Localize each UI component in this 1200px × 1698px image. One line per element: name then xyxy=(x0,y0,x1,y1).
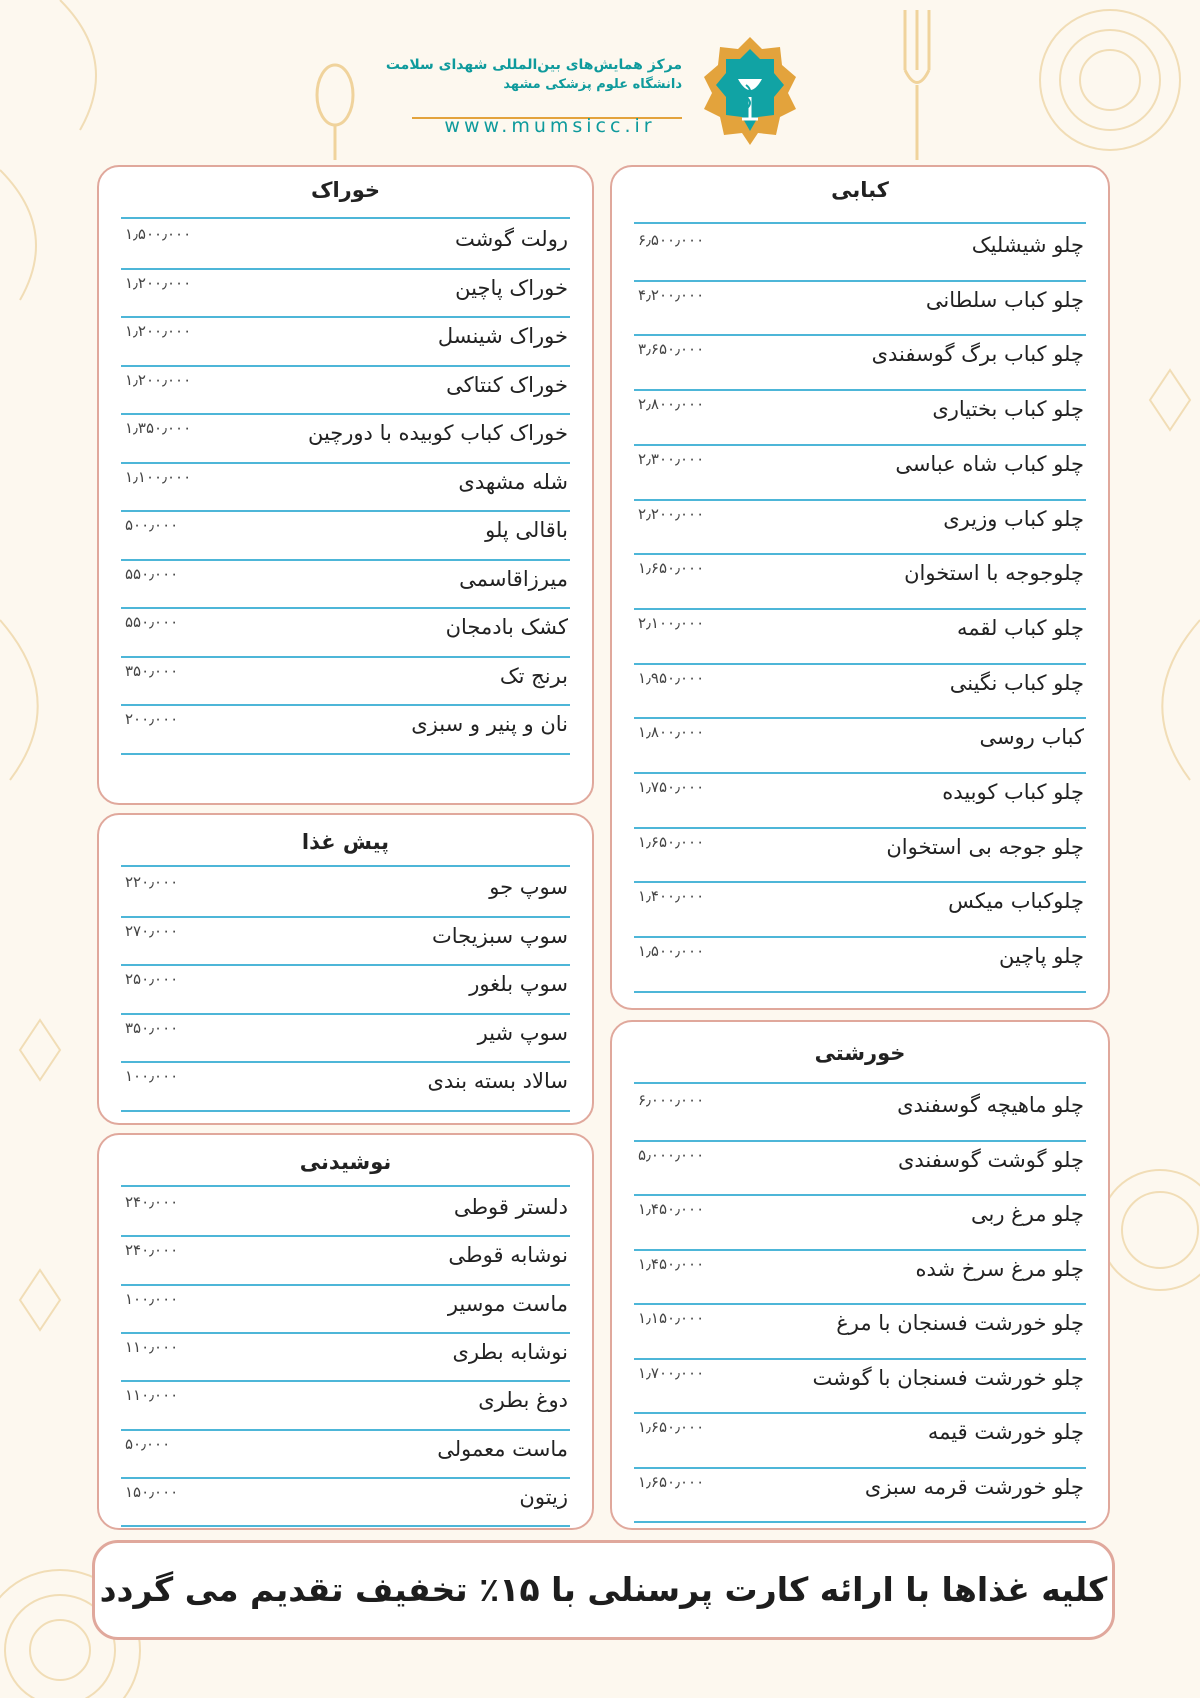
menu-item-name: چلو کباب شاه عباسی xyxy=(895,451,1084,476)
menu-item xyxy=(121,219,570,267)
menu-item-price: ۳٫۶۵۰٫۰۰۰ xyxy=(638,340,705,359)
menu-item-price: ۲٫۸۰۰٫۰۰۰ xyxy=(638,395,705,414)
menu-item xyxy=(634,1358,1086,1406)
menu-item-price: ۱٫۵۰۰٫۰۰۰ xyxy=(125,225,192,243)
menu-section-kababi xyxy=(610,165,1110,1010)
menu-item-name: نان و پنیر و سبزی xyxy=(411,712,568,736)
menu-item-price: ۵٫۰۰۰٫۰۰۰ xyxy=(638,1145,705,1164)
org-name-line2: دانشگاه علوم پزشکی مشهد xyxy=(503,77,682,92)
menu-item-name: سوپ جو xyxy=(489,875,568,899)
menu-item-price: ۱٫۷۵۰٫۰۰۰ xyxy=(638,778,705,796)
menu-section-khoreshti xyxy=(610,1020,1110,1530)
menu-item-name: چلو خورشت قیمه xyxy=(927,1420,1084,1444)
menu-item-price: ۱٫۷۰۰٫۰۰۰ xyxy=(638,1363,705,1382)
menu-item-name: چلو کباب کوبیده xyxy=(942,780,1084,804)
menu-item xyxy=(634,1467,1086,1515)
menu-item xyxy=(121,1284,570,1332)
divider xyxy=(634,1082,1086,1084)
menu-item-price: ۵۰٫۰۰۰ xyxy=(125,1434,171,1453)
divider xyxy=(121,753,570,755)
divider xyxy=(634,1521,1086,1523)
menu-item-price: ۱٫۲۰۰٫۰۰۰ xyxy=(125,273,192,292)
menu-item-price: ۱٫۴۵۰٫۰۰۰ xyxy=(638,1200,705,1218)
menu-item-name: سالاد بسته بندی xyxy=(427,1069,568,1093)
menu-item-name: دوغ بطری xyxy=(478,1388,568,1413)
menu-item-price: ۱٫۶۵۰٫۰۰۰ xyxy=(638,1418,705,1436)
menu-item-price: ۱٫۴۵۰٫۰۰۰ xyxy=(638,1254,705,1273)
menu-item xyxy=(121,462,570,510)
menu-item xyxy=(634,334,1086,382)
menu-item-name: برنج تک xyxy=(499,663,568,688)
menu-item xyxy=(121,656,570,704)
menu-item-price: ۳۵۰٫۰۰۰ xyxy=(125,1018,179,1037)
menu-item xyxy=(634,827,1086,875)
org-name-line1: مرکز همایش‌های بین‌المللی شهدای سلامت xyxy=(385,57,682,73)
menu-section-pishghaza xyxy=(97,813,594,1125)
menu-item-name: چلو ماهیچه گوسفندی xyxy=(897,1093,1084,1117)
menu-item xyxy=(634,717,1086,765)
menu-item-price: ۶٫۵۰۰٫۰۰۰ xyxy=(638,231,705,249)
menu-item xyxy=(121,1235,570,1283)
menu-item xyxy=(634,499,1086,547)
menu-item-price: ۱۱۰٫۰۰۰ xyxy=(125,1386,179,1405)
menu-item-price: ۲٫۳۰۰٫۰۰۰ xyxy=(638,449,705,468)
menu-item-name: نوشابه قوطی xyxy=(448,1243,568,1268)
menu-item-name: چلو جوجه بی استخوان xyxy=(886,834,1084,859)
menu-item xyxy=(121,867,570,915)
menu-item xyxy=(634,1085,1086,1133)
menu-item-name: چلوجوجه با استخوان xyxy=(904,561,1084,586)
section-title: خوراک xyxy=(310,178,381,202)
university-emblem-icon xyxy=(700,35,800,147)
menu-item xyxy=(634,280,1086,328)
menu-item-price: ۶٫۰۰۰٫۰۰۰ xyxy=(638,1091,705,1109)
menu-item xyxy=(634,663,1086,711)
menu-item-price: ۱۵۰٫۰۰۰ xyxy=(125,1482,179,1501)
menu-item-price: ۱٫۱۵۰٫۰۰۰ xyxy=(638,1309,705,1327)
menu-item xyxy=(121,1013,570,1061)
divider xyxy=(121,1525,570,1527)
menu-item xyxy=(634,772,1086,820)
menu-item-price: ۱٫۸۰۰٫۰۰۰ xyxy=(638,723,705,742)
menu-item-price: ۱٫۶۵۰٫۰۰۰ xyxy=(638,832,705,851)
menu-item-name: ماست معمولی xyxy=(437,1436,568,1461)
menu-item xyxy=(121,413,570,461)
menu-item-price: ۲٫۲۰۰٫۰۰۰ xyxy=(638,504,705,523)
discount-banner xyxy=(92,1540,1115,1640)
discount-text: کلیه غذاها با ارائه کارت پرسنلی با ۱۵٪ تخفیف تقدیم می گردد xyxy=(99,1570,1108,1609)
menu-item-price: ۲۴۰٫۰۰۰ xyxy=(125,1241,179,1260)
menu-item xyxy=(634,444,1086,492)
menu-item xyxy=(634,1194,1086,1242)
menu-item-name: چلو مرغ ربی xyxy=(971,1202,1084,1226)
menu-item-price: ۱٫۳۵۰٫۰۰۰ xyxy=(125,419,192,437)
menu-item-name: باقالی پلو xyxy=(485,518,568,542)
menu-item-name: خوراک پاچین xyxy=(455,275,568,300)
menu-item-price: ۴٫۲۰۰٫۰۰۰ xyxy=(638,285,705,304)
menu-item-price: ۱٫۴۰۰٫۰۰۰ xyxy=(638,887,705,906)
menu-item-price: ۱۰۰٫۰۰۰ xyxy=(125,1067,179,1085)
website-link[interactable]: www.mumsicc.ir xyxy=(444,115,656,137)
section-title: کبابی xyxy=(831,178,889,202)
section-title: نوشیدنی xyxy=(299,1150,392,1174)
menu-item-name: چلو شیشلیک xyxy=(971,233,1084,257)
menu-item xyxy=(121,1380,570,1428)
menu-item xyxy=(121,1477,570,1525)
section-title: پیش غذا xyxy=(301,830,390,854)
menu-item-name: چلو کباب لقمه xyxy=(956,615,1084,640)
menu-item-name: چلو خورشت قرمه سبزی xyxy=(864,1474,1084,1499)
menu-item-price: ۲۵۰٫۰۰۰ xyxy=(125,970,179,988)
menu-item-price: ۲٫۱۰۰٫۰۰۰ xyxy=(638,613,705,632)
menu-item-name: سوپ شیر xyxy=(477,1020,568,1045)
menu-item-price: ۵۵۰٫۰۰۰ xyxy=(125,564,179,583)
menu-item-name: خوراک شینسل xyxy=(437,324,568,348)
divider xyxy=(634,991,1086,993)
menu-item-name: چلو کباب نگینی xyxy=(949,670,1084,695)
menu-item-price: ۵۵۰٫۰۰۰ xyxy=(125,613,179,631)
menu-item-name: چلو خورشت فسنجان با مرغ xyxy=(836,1311,1084,1335)
menu-item-name: زیتون xyxy=(519,1484,568,1509)
menu-item xyxy=(121,365,570,413)
menu-item-price: ۱٫۲۰۰٫۰۰۰ xyxy=(125,370,192,389)
organization-name xyxy=(382,55,682,95)
menu-item-name: خوراک کنتاکی xyxy=(446,372,568,397)
menu-item-name: میرزاقاسمی xyxy=(459,566,568,591)
menu-item-price: ۲۲۰٫۰۰۰ xyxy=(125,873,179,891)
menu-section-khorak xyxy=(97,165,594,805)
menu-item-name: کشک بادمجان xyxy=(445,615,568,639)
menu-item xyxy=(634,553,1086,601)
menu-item-price: ۳۵۰٫۰۰۰ xyxy=(125,661,179,680)
divider xyxy=(121,1110,570,1112)
menu-item-price: ۲۰۰٫۰۰۰ xyxy=(125,710,179,728)
menu-item xyxy=(121,1061,570,1109)
divider xyxy=(634,222,1086,224)
menu-item-name: رولت گوشت xyxy=(454,227,568,251)
header xyxy=(385,35,800,155)
menu-item-price: ۲۷۰٫۰۰۰ xyxy=(125,921,179,940)
menu-item xyxy=(121,316,570,364)
menu-item xyxy=(121,704,570,752)
menu-item xyxy=(121,607,570,655)
menu-item-price: ۱٫۲۰۰٫۰۰۰ xyxy=(125,322,192,340)
menu-item xyxy=(634,881,1086,929)
menu-item-name: نوشابه بطری xyxy=(452,1339,568,1364)
menu-item xyxy=(121,1332,570,1380)
menu-item xyxy=(634,608,1086,656)
menu-item xyxy=(121,559,570,607)
menu-item-name: چلو خورشت فسنجان با گوشت xyxy=(812,1365,1084,1390)
menu-item xyxy=(121,510,570,558)
menu-item-price: ۱٫۵۰۰٫۰۰۰ xyxy=(638,942,705,961)
menu-item-price: ۱۱۰٫۰۰۰ xyxy=(125,1337,179,1356)
menu-item xyxy=(634,1303,1086,1351)
menu-item-name: چلو کباب برگ گوسفندی xyxy=(871,342,1084,367)
menu-item-name: چلو کباب بختیاری xyxy=(932,397,1084,422)
menu-item-name: خوراک کباب کوبیده با دورچین xyxy=(307,421,568,445)
menu-item-name: ماست موسیر xyxy=(447,1291,568,1316)
menu-item xyxy=(634,225,1086,273)
menu-item-price: ۵۰۰٫۰۰۰ xyxy=(125,516,179,534)
menu-item-price: ۱٫۱۰۰٫۰۰۰ xyxy=(125,467,192,486)
menu-item xyxy=(634,389,1086,437)
menu-item-price: ۱٫۹۵۰٫۰۰۰ xyxy=(638,668,705,687)
section-title: خورشتی xyxy=(814,1041,906,1065)
menu-item-name: چلو کباب سلطانی xyxy=(925,287,1084,312)
menu-item xyxy=(121,964,570,1012)
menu-item-price: ۲۴۰٫۰۰۰ xyxy=(125,1193,179,1211)
menu-item-name: شله مشهدی xyxy=(458,469,568,494)
menu-item-name: چلو کباب وزیری xyxy=(943,506,1084,531)
menu-item xyxy=(634,1140,1086,1188)
menu-section-nooshidani xyxy=(97,1133,594,1530)
menu-item-price: ۱۰۰٫۰۰۰ xyxy=(125,1289,179,1308)
menu-item-price: ۱٫۶۵۰٫۰۰۰ xyxy=(638,1472,705,1491)
menu-item xyxy=(634,936,1086,984)
menu-item xyxy=(121,916,570,964)
menu-item-name: چلو گوشت گوسفندی xyxy=(897,1147,1084,1172)
menu-item-name: سوپ بلغور xyxy=(469,972,568,996)
menu-item-name: کباب روسی xyxy=(979,725,1084,750)
menu-item xyxy=(121,268,570,316)
menu-item-name: چلو مرغ سرخ شده xyxy=(915,1256,1084,1281)
menu-item xyxy=(121,1187,570,1235)
menu-item-name: سوپ سبزیجات xyxy=(432,923,568,948)
menu-item-name: چلوکباب میکس xyxy=(948,889,1084,914)
menu-item xyxy=(634,1412,1086,1460)
menu-item-price: ۱٫۶۵۰٫۰۰۰ xyxy=(638,559,705,578)
menu-item-name: چلو پاچین xyxy=(998,944,1084,969)
menu-item-name: دلستر قوطی xyxy=(453,1195,568,1219)
menu-item xyxy=(634,1249,1086,1297)
menu-item xyxy=(121,1429,570,1477)
